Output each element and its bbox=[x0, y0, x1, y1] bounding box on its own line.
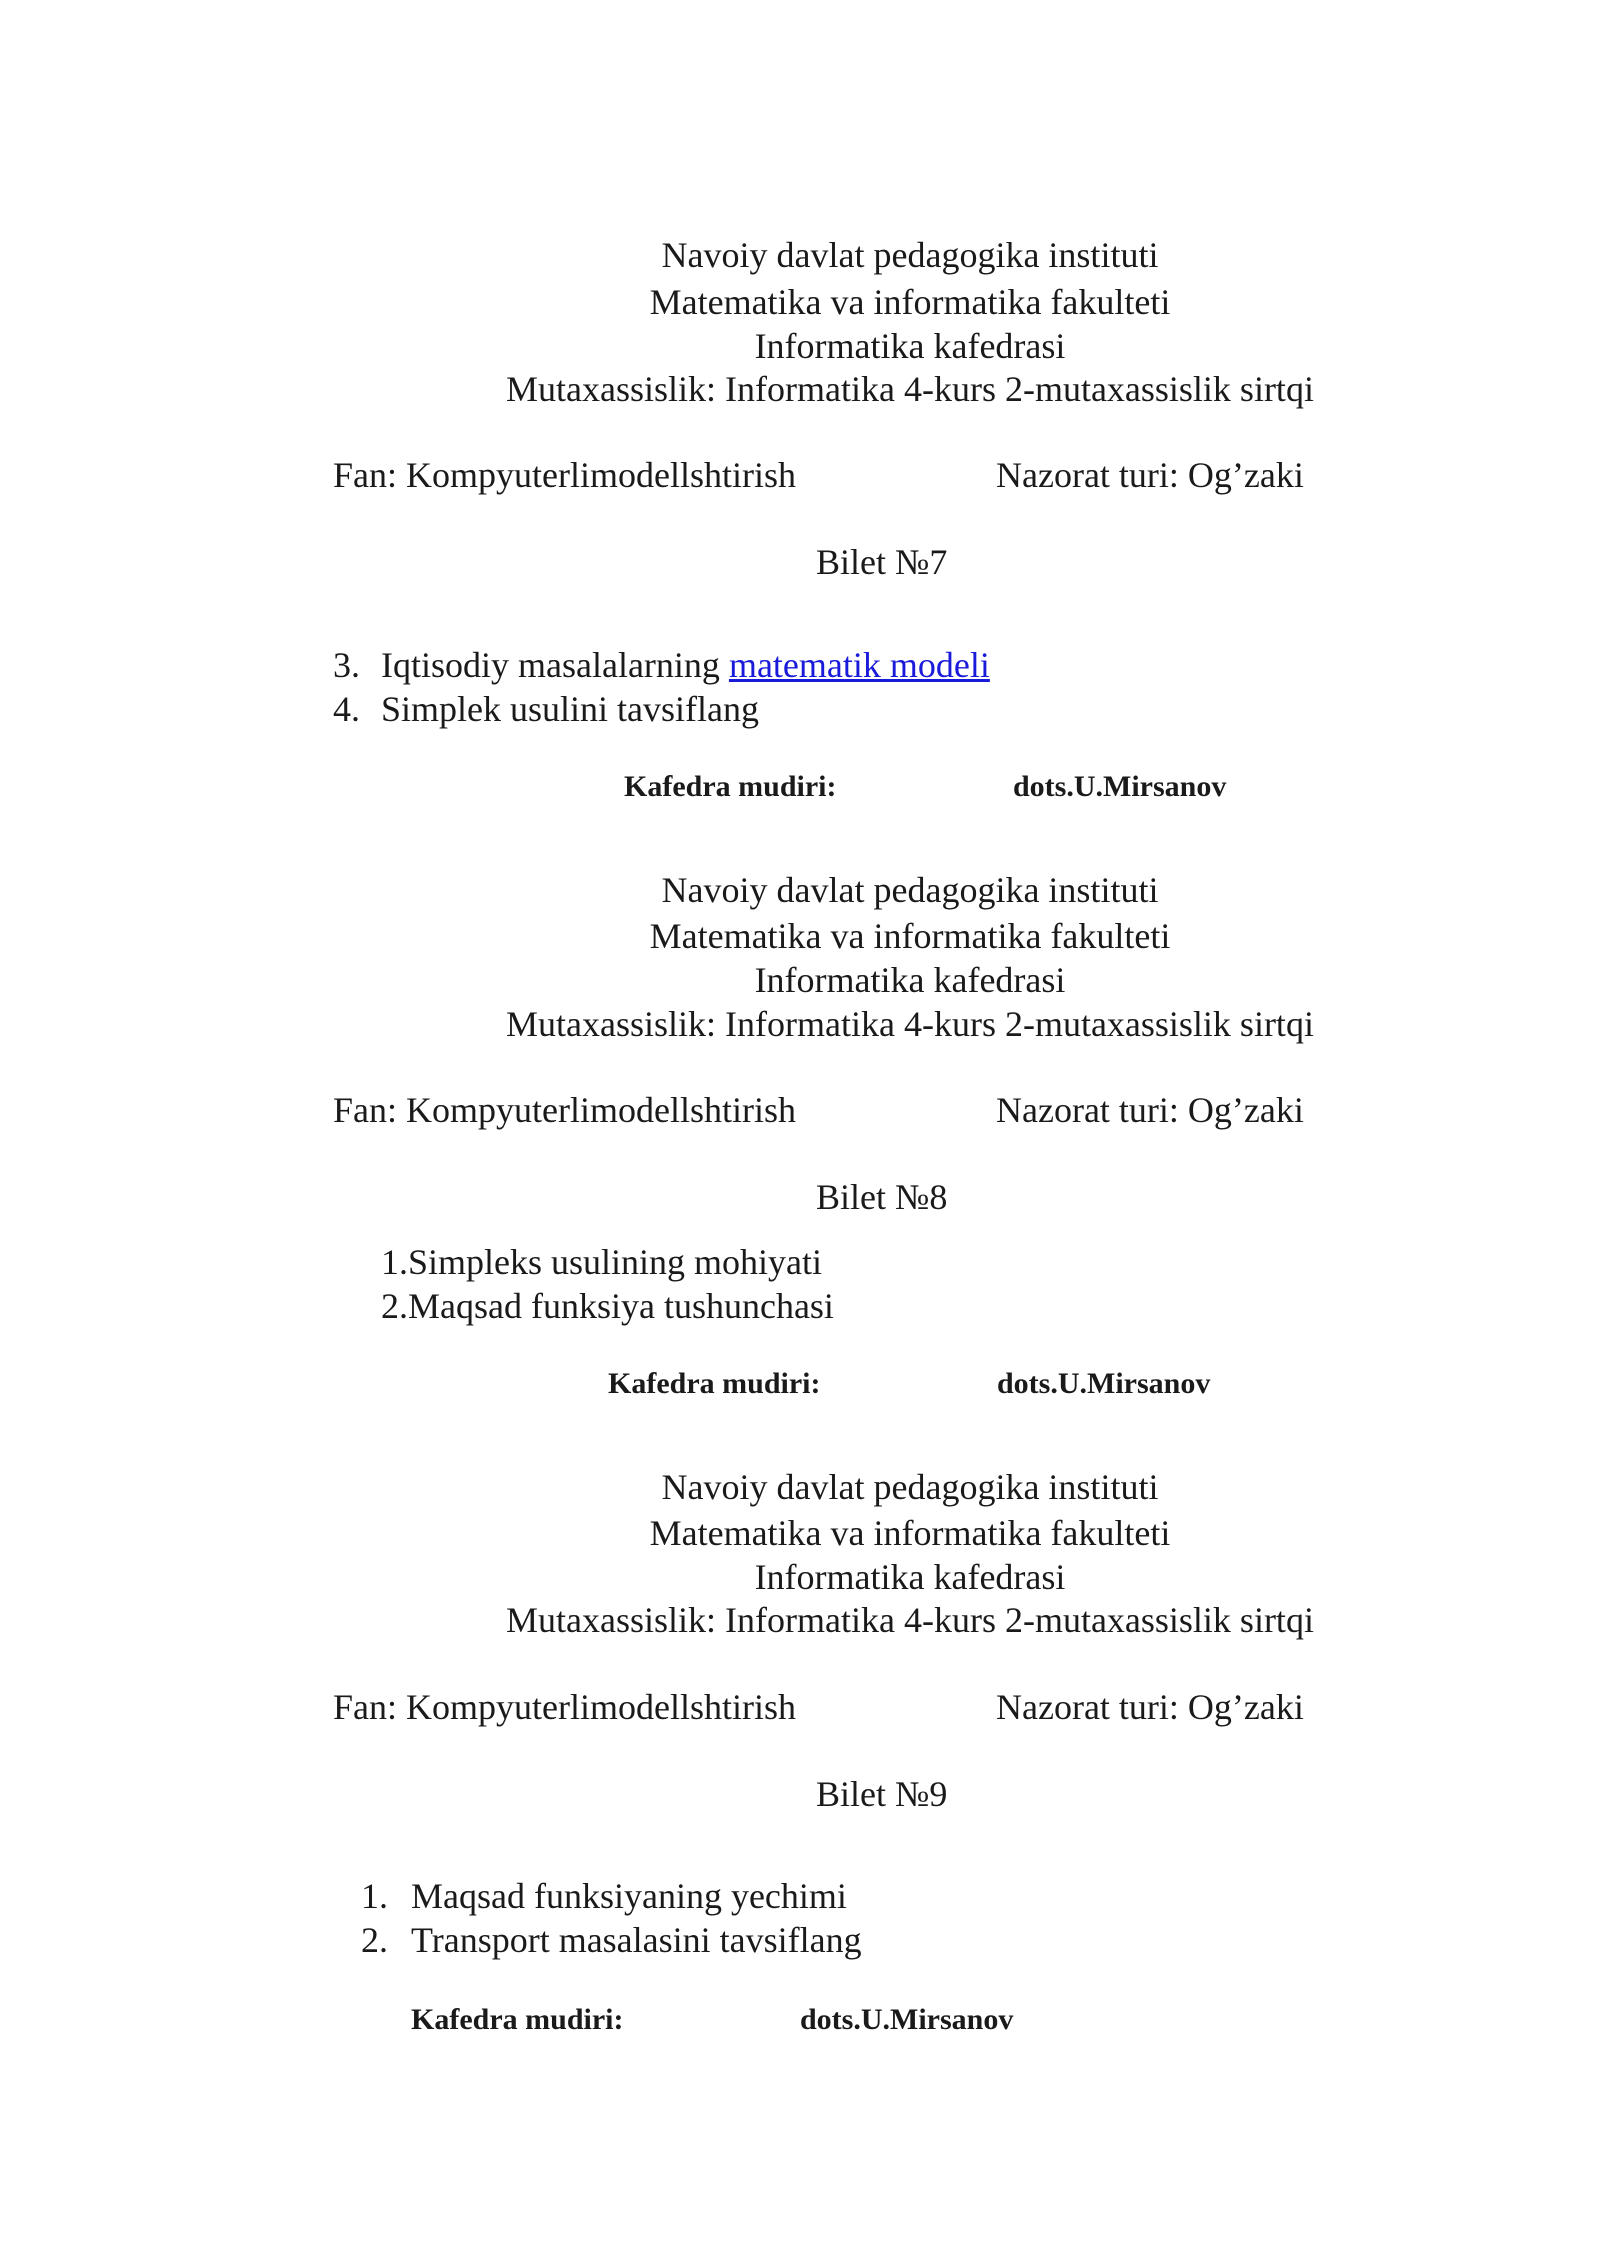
specialty-line: Mutaxassislik: Informatika 4-kurs 2-mutaxassislik sirtqi bbox=[506, 1600, 1314, 1640]
institute-name: Navoiy davlat pedagogika instituti bbox=[661, 235, 1159, 275]
matematik-modeli-link[interactable]: matematik modeli bbox=[728, 645, 990, 685]
institute-name: Navoiy davlat pedagogika instituti bbox=[661, 870, 1159, 910]
question-number: 1. bbox=[361, 1876, 388, 1916]
ticket-title: Bilet №7 bbox=[816, 542, 948, 582]
faculty-name: Matematika va informatika fakulteti bbox=[649, 282, 1171, 322]
subject-line: Fan: Kompyuterlimodellshtirish bbox=[333, 1687, 796, 1727]
footer-name: dots.U.Mirsanov bbox=[1013, 770, 1227, 803]
footer-name: dots.U.Mirsanov bbox=[997, 1367, 1211, 1400]
footer-label: Kafedra mudiri: bbox=[411, 2003, 624, 2036]
question-item: 1.Simpleks usulining mohiyati bbox=[381, 1242, 823, 1282]
question-text: Iqtisodiy masalalarning bbox=[381, 645, 729, 685]
department-name: Informatika kafedrasi bbox=[754, 326, 1066, 366]
footer-label: Kafedra mudiri: bbox=[608, 1367, 821, 1400]
control-type-line: Nazorat turi: Og’zaki bbox=[996, 1687, 1304, 1727]
question-number: 3. bbox=[333, 645, 360, 685]
faculty-name: Matematika va informatika fakulteti bbox=[649, 1513, 1171, 1553]
institute-name: Navoiy davlat pedagogika instituti bbox=[661, 1467, 1159, 1507]
question-number: 4. bbox=[333, 689, 360, 729]
footer-name: dots.U.Mirsanov bbox=[800, 2003, 1014, 2036]
control-type-line: Nazorat turi: Og’zaki bbox=[996, 455, 1304, 495]
subject-line: Fan: Kompyuterlimodellshtirish bbox=[333, 455, 796, 495]
faculty-name: Matematika va informatika fakulteti bbox=[649, 916, 1171, 956]
question-text: Simplek usulini tavsiflang bbox=[381, 689, 759, 729]
control-type-line: Nazorat turi: Og’zaki bbox=[996, 1090, 1304, 1130]
question-item bbox=[333, 643, 990, 687]
question-item: 2.Maqsad funksiya tushunchasi bbox=[381, 1286, 834, 1326]
question-text: Maqsad funksiyaning yechimi bbox=[411, 1876, 847, 1916]
department-name: Informatika kafedrasi bbox=[754, 1557, 1066, 1597]
footer-label: Kafedra mudiri: bbox=[624, 770, 837, 803]
specialty-line: Mutaxassislik: Informatika 4-kurs 2-mutaxassislik sirtqi bbox=[506, 369, 1314, 409]
specialty-line: Mutaxassislik: Informatika 4-kurs 2-mutaxassislik sirtqi bbox=[506, 1004, 1314, 1044]
department-name: Informatika kafedrasi bbox=[754, 960, 1066, 1000]
question-item bbox=[361, 1874, 847, 1918]
question-item bbox=[333, 687, 759, 731]
question-number: 2. bbox=[361, 1920, 388, 1960]
ticket-title: Bilet №8 bbox=[816, 1177, 948, 1217]
question-text: Transport masalasini tavsiflang bbox=[411, 1920, 862, 1960]
subject-line: Fan: Kompyuterlimodellshtirish bbox=[333, 1090, 796, 1130]
question-item bbox=[361, 1918, 862, 1962]
ticket-title: Bilet №9 bbox=[816, 1774, 948, 1814]
